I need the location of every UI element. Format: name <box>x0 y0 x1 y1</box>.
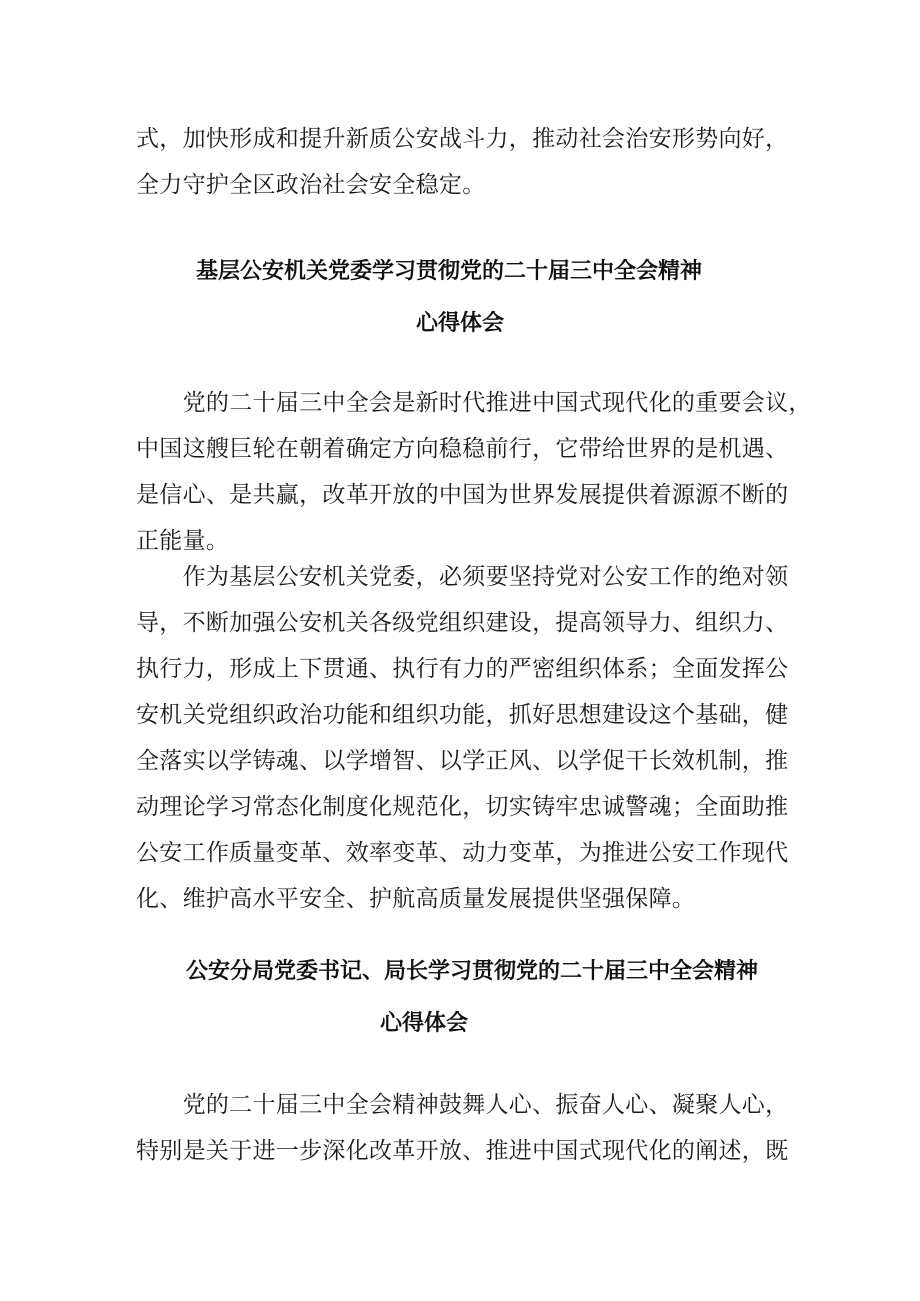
text-line: 式，加快形成和提升新质公安战斗力，推动社会治安形势向好， <box>136 126 789 152</box>
section2-paragraph-1 <box>136 1082 789 1174</box>
text-line: 作为基层公安机关党委，必须要坚持党对公安工作的绝对领 <box>136 564 789 590</box>
text-line: 党的二十届三中全会是新时代推进中国式现代化的重要会议， <box>136 390 812 416</box>
text-line: 正能量。 <box>136 528 230 554</box>
section1-heading <box>0 246 920 350</box>
intro-tail-paragraph <box>136 116 789 208</box>
text-line: 是信心、是共赢，改革开放的中国为世界发展提供着源源不断的 <box>136 482 789 508</box>
section2-heading <box>0 946 920 1050</box>
section1-paragraph-2 <box>136 554 789 922</box>
text-line: 全力守护全区政治社会安全稳定。 <box>136 172 486 198</box>
text-line: 化、维护高水平安全、护航高质量发展提供坚强保障。 <box>136 886 696 912</box>
section2-title-line2: 心得体会 <box>380 1011 469 1036</box>
text-line: 动理论学习常态化制度化规范化，切实铸牢忠诚警魂；全面助推 <box>136 794 789 820</box>
section1-paragraph-1 <box>136 380 812 564</box>
text-line: 全落实以学铸魂、以学增智、以学正风、以学促干长效机制，推 <box>136 748 789 774</box>
text-line: 党的二十届三中全会精神鼓舞人心、振奋人心、凝聚人心， <box>136 1092 789 1118</box>
section1-title-line2: 心得体会 <box>416 311 505 336</box>
section2-title-line1: 公安分局党委书记、局长学习贯彻党的二十届三中全会精神 <box>186 959 759 984</box>
text-line: 执行力，形成上下贯通、执行有力的严密组织体系；全面发挥公 <box>136 656 789 682</box>
text-line: 安机关党组织政治功能和组织功能，抓好思想建设这个基础，健 <box>136 702 789 728</box>
text-line: 公安工作质量变革、效率变革、动力变革，为推进公安工作现代 <box>136 840 789 866</box>
text-line: 导，不断加强公安机关各级党组织建设，提高领导力、组织力、 <box>136 610 789 636</box>
text-line: 特别是关于进一步深化改革开放、推进中国式现代化的阐述，既 <box>136 1138 789 1164</box>
section1-title-line1: 基层公安机关党委学习贯彻党的二十届三中全会精神 <box>196 259 703 284</box>
text-line: 中国这艘巨轮在朝着确定方向稳稳前行，它带给世界的是机遇、 <box>136 436 789 462</box>
